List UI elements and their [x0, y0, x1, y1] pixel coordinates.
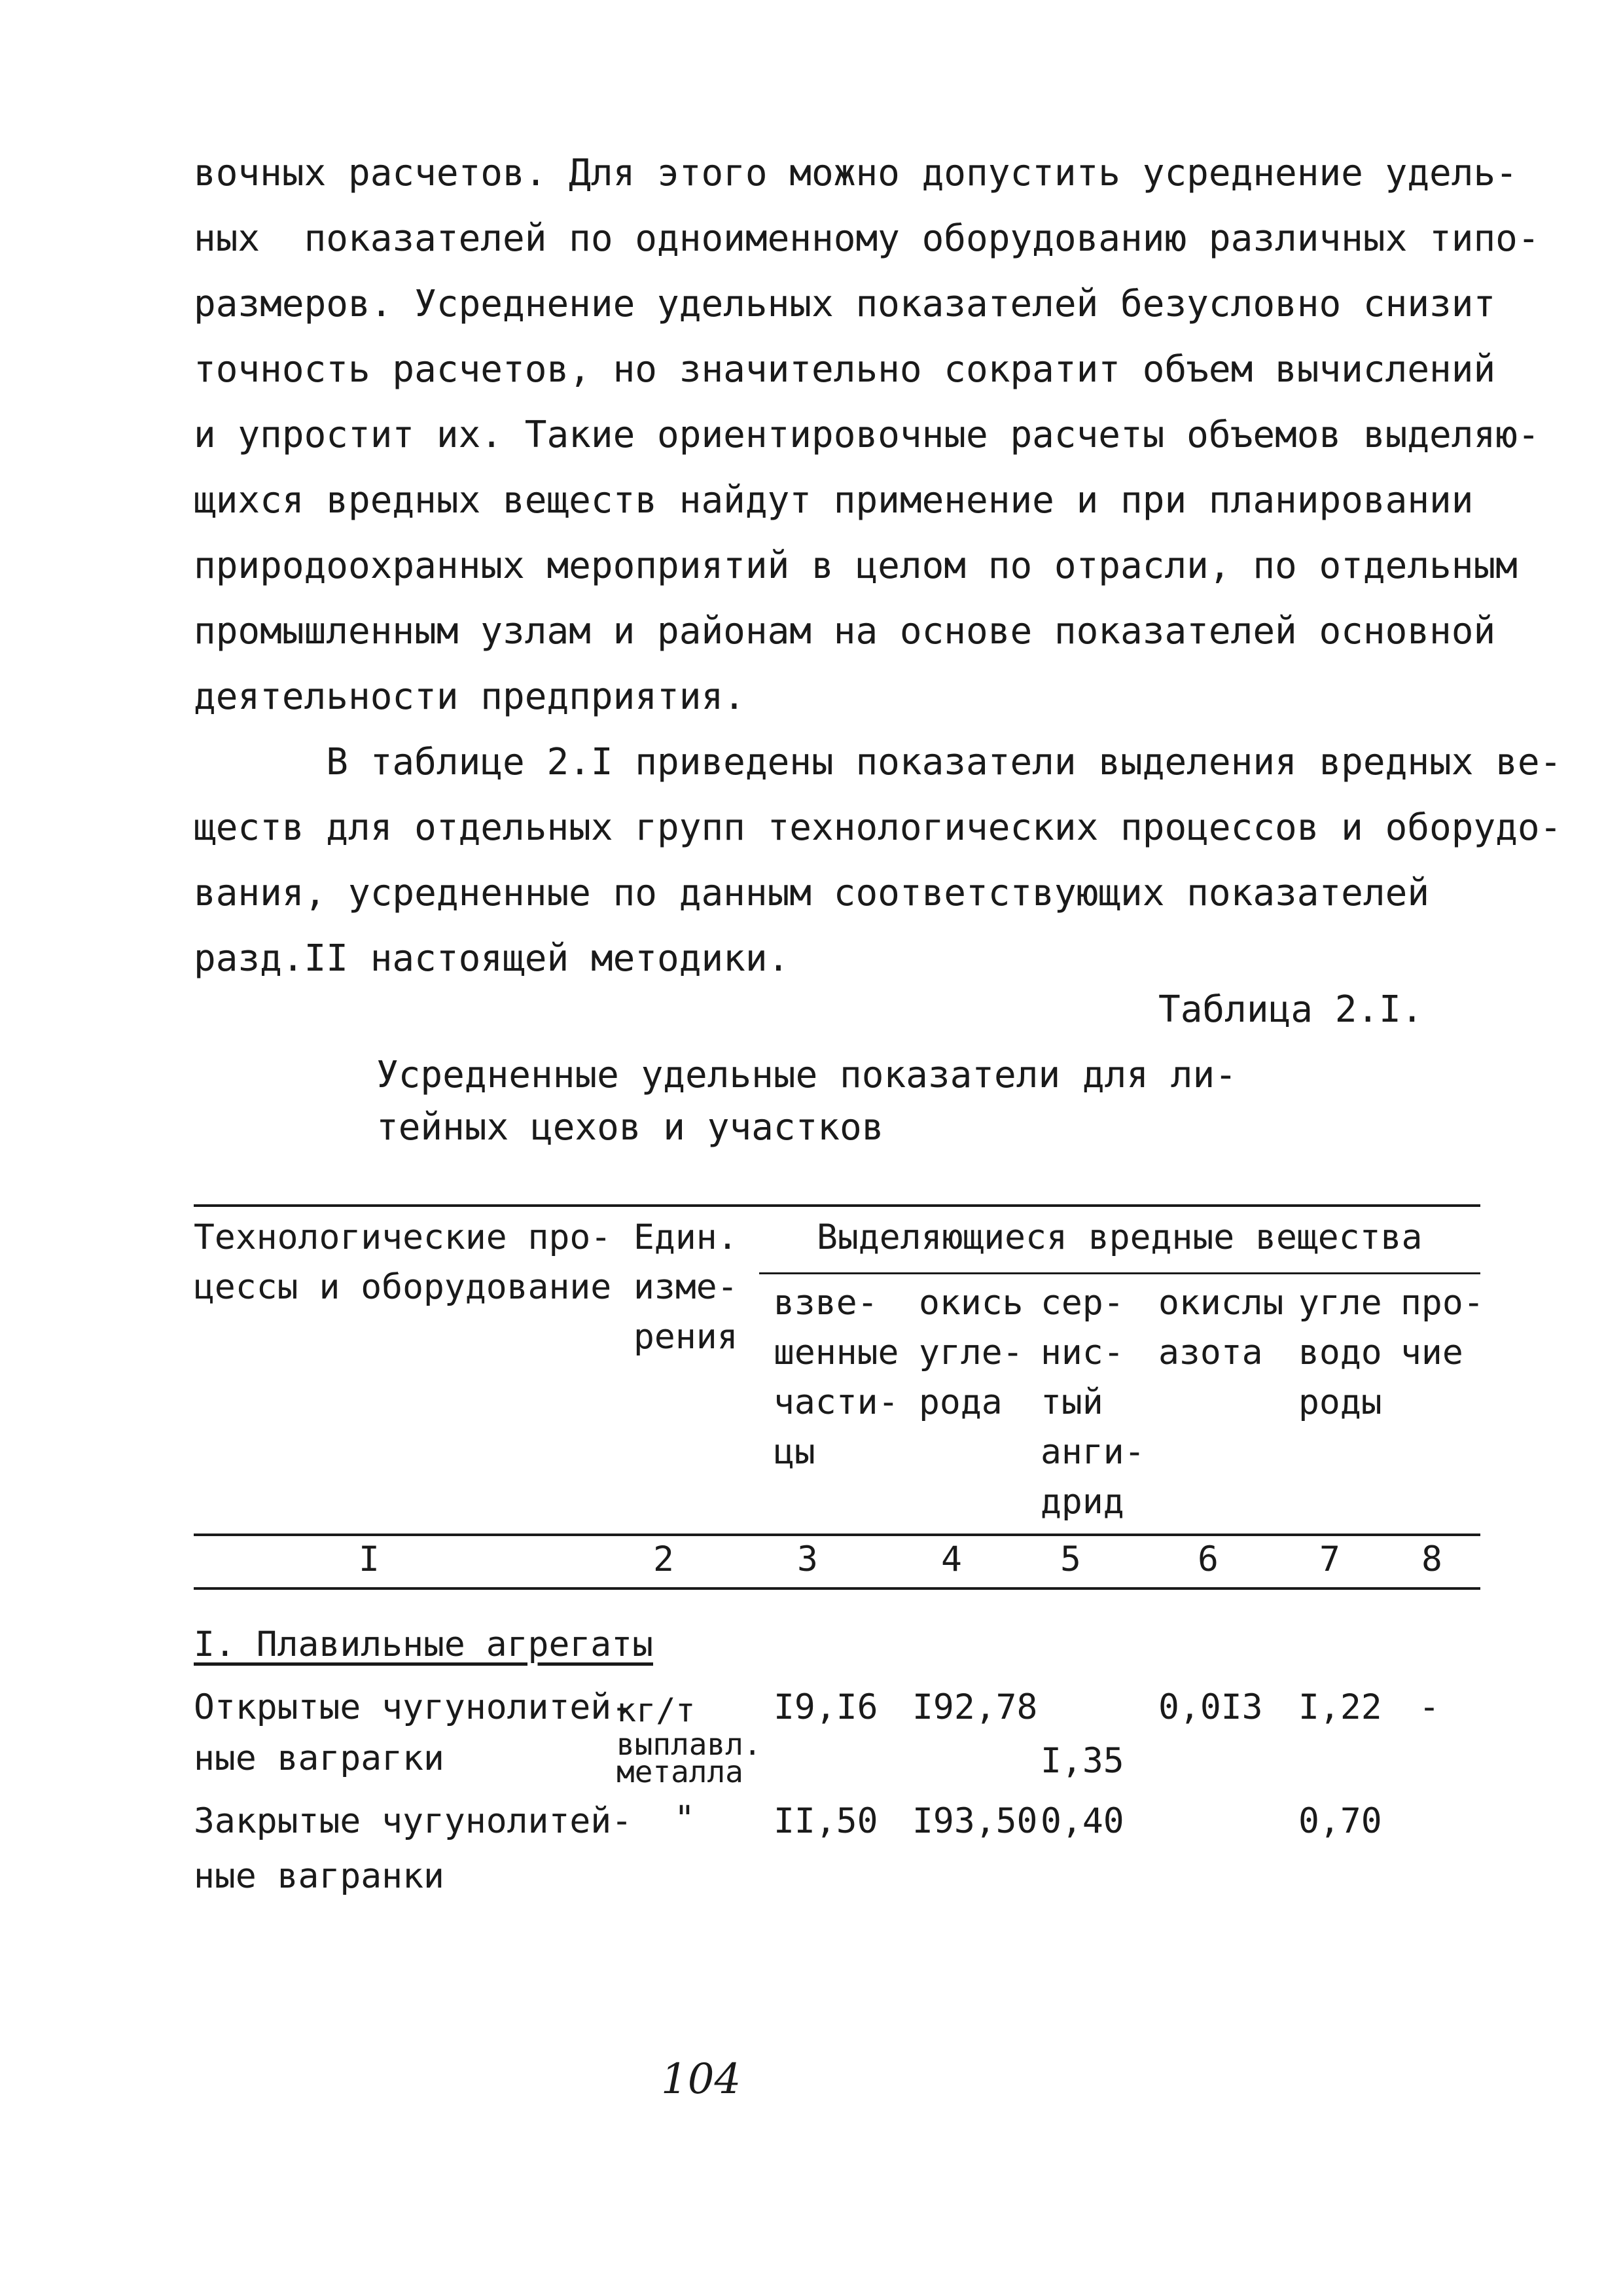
- body-line-5: и упростит их. Такие ориентировочные расчеты объемов выделяю-: [194, 414, 1540, 456]
- page-number: 104: [661, 2055, 741, 2104]
- group-header: Выделяющиеся вредные вещества: [817, 1217, 1423, 1257]
- row1-col6: 0,0I3: [1158, 1687, 1263, 1727]
- table-title-line-1: Усредненные удельные показатели для ли-: [376, 1054, 1237, 1096]
- col4-header-line-1: окись: [919, 1283, 1024, 1323]
- row1-col5: I,35: [1041, 1741, 1124, 1781]
- body-line-6: щихся вредных веществ найдут применение и при планировании: [194, 479, 1474, 522]
- col7-header-line-1: угле: [1298, 1283, 1382, 1323]
- col-number-2: 2: [653, 1539, 674, 1579]
- col7-header-line-3: роды: [1298, 1382, 1382, 1422]
- col2-header-line-2: изме-: [633, 1267, 738, 1307]
- table-title-line-2: тейных цехов и участков: [376, 1106, 884, 1149]
- col3-header-line-4: цы: [774, 1432, 815, 1472]
- row1-name-line-1: Открытые чугунолитей-: [194, 1687, 633, 1727]
- col-number-7: 7: [1319, 1539, 1340, 1579]
- body-line-13: разд.II настоящей методики.: [194, 937, 790, 980]
- row1-unit-line-2: выплавл.: [616, 1727, 762, 1762]
- section-title: [194, 1624, 653, 1664]
- row2-col4: I93,50: [912, 1801, 1038, 1841]
- body-line-3: размеров. Усреднение удельных показателей безусловно снизит: [194, 283, 1496, 325]
- col8-header-line-1: про-: [1400, 1283, 1484, 1323]
- row2-name-line-2: ные вагранки: [194, 1856, 444, 1896]
- col-number-5: 5: [1060, 1539, 1081, 1579]
- col-number-1: I: [359, 1539, 380, 1579]
- col1-header-line-1: Технологические про-: [194, 1217, 612, 1257]
- col8-header-line-2: чие: [1400, 1333, 1463, 1372]
- col5-header-line-3: тый: [1041, 1382, 1103, 1422]
- table-top-rule: [194, 1204, 1480, 1207]
- row1-unit-line-3: металла: [616, 1754, 743, 1789]
- row1-col7: I,22: [1298, 1687, 1382, 1727]
- col-number-6: 6: [1198, 1539, 1219, 1579]
- numbers-bottom-rule: [194, 1587, 1480, 1590]
- col3-header-line-1: взве-: [774, 1283, 878, 1323]
- col-number-4: 4: [941, 1539, 962, 1579]
- col1-header-line-2: цессы и оборудование: [194, 1267, 612, 1307]
- col5-header-line-1: сер-: [1041, 1283, 1124, 1323]
- col4-header-line-2: угле-: [919, 1333, 1024, 1372]
- row1-col8: -: [1419, 1687, 1440, 1727]
- col6-header-line-2: азота: [1158, 1333, 1263, 1372]
- body-line-7: природоохранных мероприятий в целом по отрасли, по отдельным: [194, 545, 1518, 587]
- body-line-12: вания, усредненные по данным соответствующих показателей: [194, 872, 1430, 914]
- body-line-8: промышленным узлам и районам на основе показателей основной: [194, 610, 1496, 653]
- group-header-rule: [759, 1272, 1480, 1274]
- section-title-text: I. Плавильные агрегаты: [194, 1624, 653, 1664]
- row1-col4: I92,78: [912, 1687, 1038, 1727]
- body-line-10: В таблице 2.I приведены показатели выделения вредных ве-: [194, 741, 1562, 783]
- col2-header-line-3: рения: [633, 1317, 738, 1357]
- col3-header-line-2: шенные: [774, 1333, 899, 1372]
- col3-header-line-3: части-: [774, 1382, 899, 1422]
- row2-col7: 0,70: [1298, 1801, 1382, 1841]
- col5-header-line-4: анги-: [1041, 1432, 1145, 1472]
- col6-header-line-1: окислы: [1158, 1283, 1284, 1323]
- row2-name-line-1: Закрытые чугунолитей-: [194, 1801, 633, 1841]
- body-line-9: деятельности предприятия.: [194, 675, 745, 718]
- col5-header-line-2: нис-: [1041, 1333, 1124, 1372]
- row1-col3: I9,I6: [774, 1687, 878, 1727]
- col5-header-line-5: дрид: [1041, 1482, 1124, 1522]
- row2-unit: ": [674, 1799, 695, 1839]
- row2-col3: II,50: [774, 1801, 878, 1841]
- body-line-11: ществ для отдельных групп технологических процессов и оборудо-: [194, 806, 1562, 849]
- body-line-1: вочных расчетов. Для этого можно допустить усреднение удель-: [194, 152, 1518, 194]
- row1-unit-line-1: кг/т: [616, 1691, 696, 1729]
- col4-header-line-3: рода: [919, 1382, 1003, 1422]
- col-number-8: 8: [1421, 1539, 1442, 1579]
- body-line-2: ных показателей по одноименному оборудованию различных типо-: [194, 217, 1540, 260]
- header-bottom-rule: [194, 1534, 1480, 1536]
- col2-header-line-1: Един.: [633, 1217, 738, 1257]
- col-number-3: 3: [797, 1539, 818, 1579]
- row2-col5: 0,40: [1041, 1801, 1124, 1841]
- col7-header-line-2: водо: [1298, 1333, 1382, 1372]
- row1-name-line-2: ные ваграгки: [194, 1738, 444, 1778]
- body-line-4: точность расчетов, но значительно сократит объем вычислений: [194, 348, 1496, 391]
- table-label: Таблица 2.I.: [1158, 988, 1423, 1031]
